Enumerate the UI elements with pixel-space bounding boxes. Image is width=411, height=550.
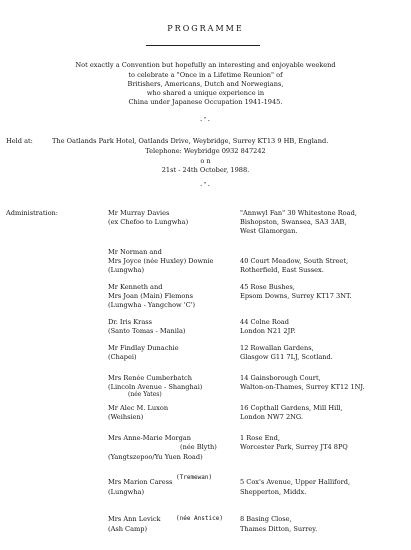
intro-line-4: who shared a unique experience in: [146, 89, 265, 97]
entry-4-name: Dr. Iris Krass: [108, 318, 153, 326]
entry-7-address-1: 16 Copthall Gardens, Mill Hill,: [240, 404, 343, 412]
intro-line-2: to celebrate a "Once in a Lifetime Reunion" of: [128, 71, 283, 79]
entry-6-name: Mrs Renée Cumberbatch: [108, 374, 192, 382]
entry-7-name: Mr Alec M. Luxon: [108, 404, 169, 412]
page-title: PROGRAMME: [167, 24, 244, 33]
entry-4-address-2: London N21 2JP.: [240, 327, 296, 335]
entry-2-address-2: Rotherfield, East Sussex.: [240, 266, 324, 274]
entry-2-name-1: Mr Norman and: [108, 248, 162, 256]
entry-7-address-2: London NW7 2NG.: [240, 413, 304, 421]
venue-telephone: Telephone: Weybridge 0932 847242: [145, 147, 266, 155]
entry-2-name-2: Mrs Joyce (née Huxley) Downie: [108, 257, 214, 265]
entry-8-address-1: 1 Rose End,: [240, 434, 280, 442]
entry-1-address-1: "Annwyl Fan" 30 Whitestone Road,: [240, 209, 357, 217]
intro-line-3: Britishers, Americans, Dutch and Norwegians,: [127, 80, 284, 88]
entry-8-camp: (Yangtszepoo/Yu Yuen Road): [108, 453, 203, 461]
entry-10-address-2: Thames Ditton, Surrey.: [240, 525, 318, 533]
entry-1-address-3: West Glamorgan.: [240, 227, 298, 235]
venue-dates: 21st - 24th October, 1988.: [161, 166, 250, 174]
entry-3-address-1: 45 Rose Bushes,: [240, 283, 295, 291]
entry-9-camp: (Lungwha): [108, 488, 145, 496]
ornament-2: ·ˇ·: [200, 182, 211, 190]
intro-line-5: China under Japanese Occupation 1941-1945.: [128, 98, 283, 106]
entry-3-name-1: Mr Kenneth and: [108, 283, 163, 291]
entry-2-camp: (Lungwha): [108, 266, 145, 274]
entry-4-address-1: 44 Colne Road: [240, 318, 289, 326]
entry-3-name-2: Mrs Joan (Main) Flemons: [108, 292, 193, 300]
entry-5-address-1: 12 Rowallan Gardens,: [240, 344, 314, 352]
venue-address: The Oatlands Park Hotel, Oatlands Drive, Weybridge, Surrey KT13 9 HB, England.: [52, 137, 329, 145]
ornament-1: ·ˇ·: [200, 117, 211, 125]
entry-10-camp: (Ash Camp): [108, 525, 148, 533]
entry-1-camp: (ex Chefoo to Lungwha): [108, 218, 189, 226]
entry-10-name: Mrs Ann Levick: [108, 515, 161, 523]
entry-9-maiden-name: (Tremewan): [176, 474, 213, 481]
entry-1-name: Mr Murray Davies: [108, 209, 170, 217]
entry-9-address-2: Shepperton, Middx.: [240, 488, 307, 496]
entry-9-address-1: 5 Cox's Avenue, Upper Halliford,: [240, 478, 351, 486]
entry-8-name: Mrs Anne-Marie Morgan: [108, 434, 191, 442]
entry-8-address-2: Worcester Park, Surrey JT4 8PQ: [240, 443, 348, 451]
entry-8-nee: (née Blyth): [180, 443, 217, 451]
intro-line-1: Not exactly a Convention but hopefully an interesting and enjoyable weekend: [75, 61, 336, 69]
entry-5-name: Mr Findlay Dunachie: [108, 344, 179, 352]
entry-1-address-2: Bishopston, Swansea, SA3 3AB,: [240, 218, 347, 226]
entry-9-name: Mrs Marion Caress: [108, 478, 173, 486]
entry-10-nee: (née Anstice): [176, 515, 223, 522]
entry-6-address-1: 14 Gainsborough Court,: [240, 374, 321, 382]
venue-on: o n: [200, 157, 211, 165]
entry-4-camp: (Santo Tomas - Manila): [108, 327, 186, 335]
entry-6-camp: (Lincoln Avenue - Shanghai): [108, 383, 203, 391]
venue-label: Held at:: [6, 137, 33, 145]
entry-10-address-1: 8 Basing Close,: [240, 515, 292, 523]
entry-7-camp: (Weihsien): [108, 413, 144, 421]
entry-5-camp: (Chapei): [108, 353, 137, 361]
entry-3-camp: (Lungwha - Yangchow 'C'): [108, 301, 196, 309]
entry-5-address-2: Glasgow G11 7LJ, Scotland.: [240, 353, 333, 361]
title-underline: [146, 45, 260, 46]
administration-label: Administration:: [6, 209, 59, 217]
entry-2-address-1: 40 Court Meadow, South Street,: [240, 257, 349, 265]
entry-6-nee: (née Yates): [128, 391, 162, 398]
entry-3-address-2: Epsom Downs, Surrey KT17 3NT.: [240, 292, 352, 300]
entry-6-address-2: Walton-on-Thames, Surrey KT12 1NJ.: [240, 383, 365, 391]
